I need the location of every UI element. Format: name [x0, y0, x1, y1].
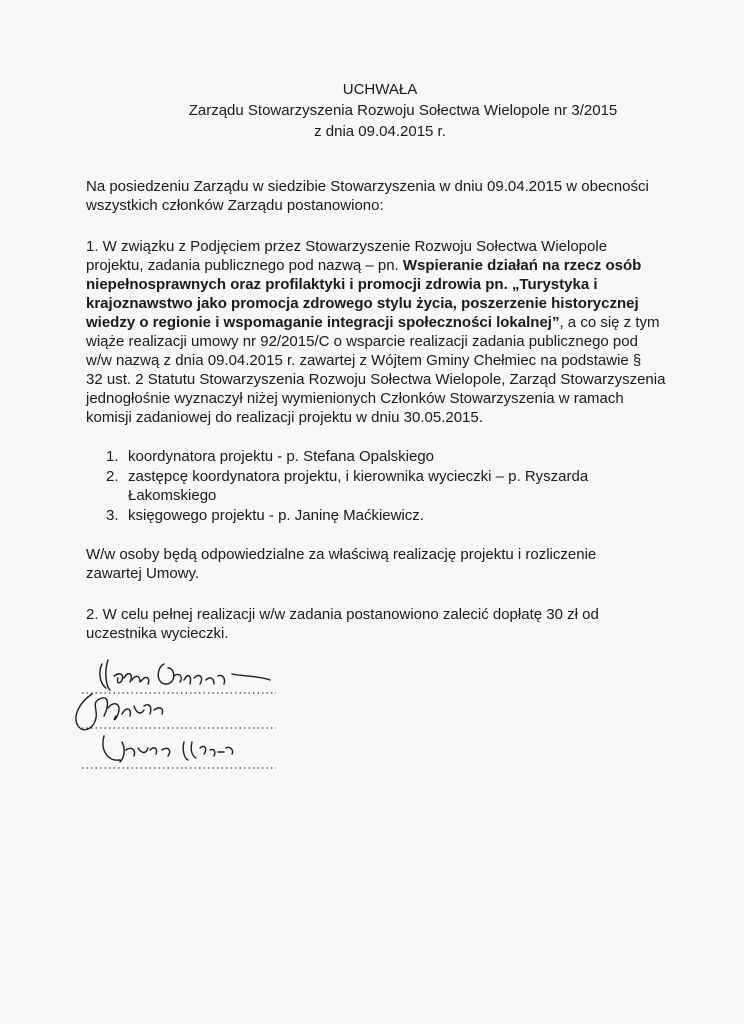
list-item-text: koordynatora projektu - p. Stefana Opalskiego — [128, 448, 435, 465]
paragraph-line: uczestnika wycieczki. — [86, 625, 229, 642]
point-1-paragraph — [86, 237, 666, 427]
paragraph-line — [86, 313, 660, 332]
project-name-bold: krajoznawstwo jako promocja zdrowego stylu życia, poszerzenie historycznej — [86, 295, 639, 312]
closing-paragraph — [86, 545, 646, 583]
list-item-number: 3. — [106, 506, 119, 524]
paragraph-line — [86, 256, 646, 275]
list-item-text: księgowego projektu - p. Janinę Maćkiewicz. — [128, 506, 424, 524]
list-item — [106, 447, 626, 467]
paragraph-line: komisji zadaniowej do realizacji projektu w dniu 30.05.2015. — [86, 409, 483, 426]
project-name-bold: Wspieranie działań na rzecz osób — [402, 257, 642, 274]
signatures-block — [64, 650, 304, 780]
paragraph-line — [86, 275, 646, 294]
signature-opalski — [100, 660, 270, 690]
paragraph-line: wiąże realizacji umowy nr 92/2015/C o wsparcie realizacji zadania publicznego pod — [86, 333, 638, 350]
paragraph-line — [86, 294, 646, 313]
document-date: z dnia 09.04.2015 r. — [314, 123, 446, 140]
list-item-number: 2. — [106, 467, 119, 485]
list-item-text: zastępcę koordynatora projektu, i kierownika wycieczki – p. Ryszarda Łakomskiego — [128, 467, 589, 504]
signature-lakomski — [76, 694, 163, 730]
document-title: UCHWAŁA — [342, 81, 418, 98]
paragraph-line: 2. W celu pełnej realizacji w/w zadania postanowiono zalecić dopłatę 30 zł od — [86, 606, 599, 623]
point-2-paragraph — [86, 605, 646, 643]
project-name-bold: wiedzy o regionie i wspomaganie integracji społeczności lokalnej” — [86, 314, 560, 331]
paragraph-text: , a co się z tym — [559, 314, 660, 331]
list-item — [106, 467, 626, 506]
paragraph-line: W/w osoby będą odpowiedzialne za właściwą realizację projektu i rozliczenie — [86, 546, 597, 563]
list-item-number: 1. — [106, 448, 119, 465]
intro-line: Na posiedzeniu Zarządu w siedzibie Stowarzyszenia w dniu 09.04.2015 w obecności — [86, 178, 649, 195]
resolution-header — [0, 79, 744, 142]
list-item — [106, 506, 626, 526]
paragraph-line: w/w nazwą z dnia 09.04.2015 r. zawartej z Wójtem Gminy Chełmiec na podstawie § — [86, 352, 642, 369]
paragraph-line: 32 ust. 2 Statutu Stowarzyszenia Rozwoju Sołectwa Wielopole, Zarząd Stowarzyszenia — [86, 371, 666, 388]
paragraph-line: zawartej Umowy. — [86, 565, 200, 582]
signature-mackiewicz — [103, 736, 233, 762]
issuing-body: Zarządu Stowarzyszenia Rozwoju Sołectwa Wielopole nr 3/2015 — [188, 102, 618, 119]
paragraph-text: projektu, zadania publicznego pod nazwą – pn. — [86, 257, 403, 274]
project-name-bold: niepełnosprawnych oraz profilaktyki i promocji zdrowia pn. „Turystyka i — [86, 276, 598, 293]
intro-line: wszystkich członków Zarządu postanowiono: — [86, 197, 384, 214]
intro-paragraph — [86, 177, 649, 215]
paragraph-line: 1. W związku z Podjęciem przez Stowarzyszenie Rozwoju Sołectwa Wielopole — [86, 238, 608, 255]
appointees-list — [106, 447, 626, 525]
paragraph-line: jednogłośnie wyznaczył niżej wymienionych Członków Stowarzyszenia w ramach — [86, 390, 624, 407]
